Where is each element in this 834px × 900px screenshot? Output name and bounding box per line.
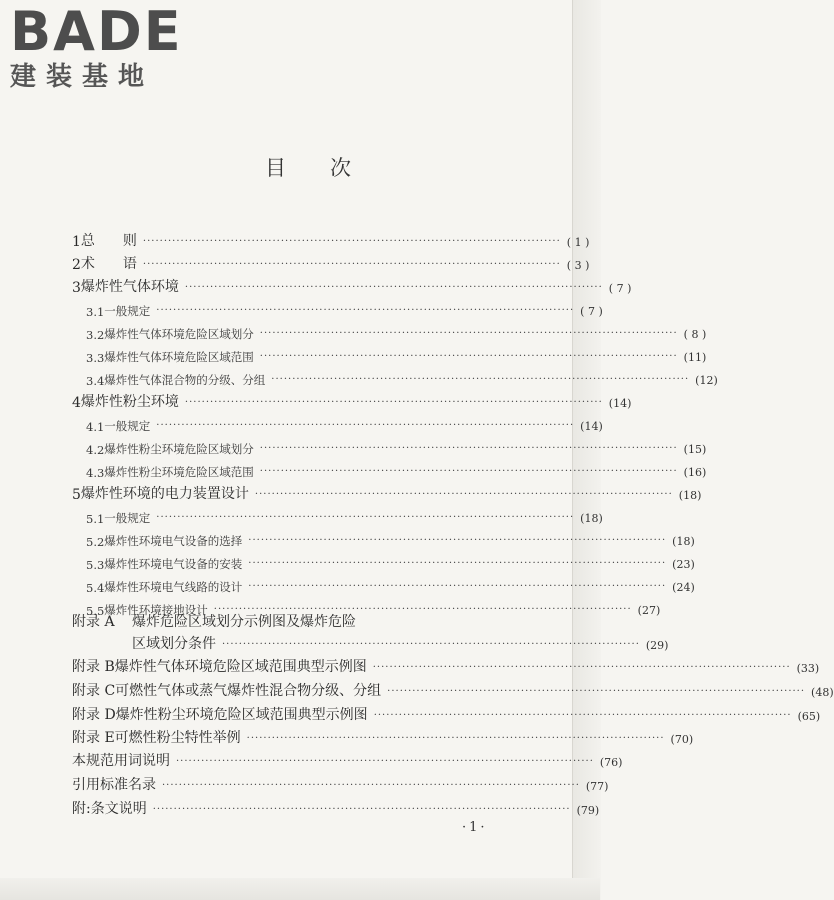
toc-entry[interactable] [72, 228, 590, 250]
entry-number: 4.2 [86, 443, 105, 457]
entry-page: ( 7 ) [608, 282, 632, 295]
dot-leader: ···································································································· [259, 466, 678, 477]
entry-title: 爆炸性环境电气设备的安装 [104, 557, 243, 571]
entry-number: 5.1 [86, 512, 105, 526]
toc-entry[interactable] [72, 702, 821, 724]
toc-entry-continuation[interactable] [72, 631, 669, 653]
entry-page: ( 1 ) [566, 236, 590, 249]
entry-title: 爆炸性粉尘环境危险区域范围典型示例图 [115, 707, 368, 723]
entry-page: (76) [599, 756, 623, 769]
entry-number: 5.5 [86, 604, 105, 618]
toc-entry[interactable] [72, 481, 702, 503]
toc-entry[interactable] [72, 435, 707, 457]
entry-page: (24) [672, 581, 695, 594]
entry-number: 1 [72, 234, 81, 250]
entry-title: 爆炸性环境电气设备的选择 [104, 534, 243, 548]
entry-number: 附录 C [72, 683, 116, 699]
dot-leader: ···································································································· [213, 604, 632, 615]
entry-title: 爆炸性气体混合物的分级、分组 [104, 373, 266, 387]
entry-page: (77) [585, 780, 609, 793]
dot-leader: ···································································································· [372, 662, 791, 673]
entry-title: 爆炸性粉尘环境危险区域范围 [104, 465, 254, 479]
entry-title: 一般规定 [104, 419, 151, 433]
entry-page: ( 8 ) [683, 328, 707, 341]
entry-page: (18) [678, 489, 702, 502]
dot-leader: ···································································································· [222, 639, 640, 650]
entry-number: 3.3 [86, 351, 105, 365]
toc-entry[interactable] [72, 412, 603, 434]
page-bottom-edge [0, 878, 600, 900]
entry-page: ( 7 ) [580, 305, 603, 318]
dot-leader: ···································································································· [248, 558, 667, 569]
entry-title: 爆炸性气体环境危险区域范围 [104, 350, 254, 364]
entry-title: 爆炸性气体环境危险区域范围典型示例图 [114, 659, 367, 675]
toc-entry[interactable] [72, 550, 695, 572]
entry-number: 5.3 [86, 558, 105, 572]
entry-title: 爆炸性环境接地设计 [104, 603, 208, 617]
entry-page: (65) [797, 710, 821, 723]
logo-subtitle: 建装基地 [10, 62, 155, 92]
entry-title: 术 语 [80, 256, 137, 272]
entry-number: 附录 A [72, 614, 115, 630]
toc-entry[interactable] [72, 504, 603, 526]
dot-leader: ···································································································· [248, 535, 667, 546]
toc-entry[interactable] [72, 366, 718, 388]
toc-entry[interactable] [72, 343, 707, 365]
entry-title: 总 则 [80, 233, 137, 249]
entry-number: 4.3 [86, 466, 105, 480]
entry-number: 附录 B [72, 659, 115, 675]
entry-number: 3.4 [86, 374, 105, 388]
entry-page: (16) [683, 466, 707, 479]
dot-leader: ···································································································· [246, 733, 665, 744]
dot-leader: ···································································································· [259, 443, 678, 454]
dot-leader: ···································································································· [176, 756, 594, 767]
toc-entry[interactable] [72, 251, 590, 273]
entry-page: (23) [672, 558, 695, 571]
dot-leader: ···································································································· [259, 328, 678, 339]
dot-leader: ···································································································· [271, 374, 690, 385]
entry-page: (14) [580, 420, 603, 433]
entry-page: (48) [811, 686, 834, 699]
entry-title: 爆炸性气体环境 [80, 279, 179, 295]
dot-leader: ···································································································· [152, 804, 571, 815]
logo [10, 0, 183, 92]
page-number: ·1· [462, 820, 488, 835]
toc-entry[interactable] [72, 297, 603, 319]
toc-entry[interactable] [72, 796, 600, 818]
toc-entry[interactable] [72, 725, 694, 747]
dot-leader: ···································································································· [373, 710, 792, 721]
entry-number: 附录 D [72, 707, 116, 723]
entry-number: 5.4 [86, 581, 105, 595]
entry-title: 附:条文说明 [72, 801, 147, 817]
entry-title: 本规范用词说明 [72, 753, 170, 769]
entry-title: 可燃性气体或蒸气爆炸性混合物分级、分组 [115, 683, 382, 699]
toc-entry[interactable] [72, 527, 695, 549]
entry-title: 引用标准名录 [72, 777, 156, 793]
toc-entry[interactable] [72, 772, 609, 794]
dot-leader: ···································································································· [259, 351, 678, 362]
entry-number: 5 [72, 487, 81, 503]
toc-entry[interactable] [72, 609, 512, 631]
entry-number: 附录 E [72, 730, 115, 746]
entry-title: 爆炸性环境电气线路的设计 [104, 580, 243, 594]
entry-title: 爆炸性粉尘环境危险区域划分 [104, 442, 254, 456]
dot-leader: ···································································································· [142, 259, 561, 270]
entry-page: (27) [637, 604, 661, 617]
entry-number: 3.1 [86, 305, 105, 319]
dot-leader: ···································································································· [248, 581, 667, 592]
dot-leader: ···································································································· [142, 236, 561, 247]
toc-entry[interactable] [72, 748, 623, 770]
entry-title: 爆炸性气体环境危险区域划分 [104, 327, 254, 341]
entry-page: (70) [670, 733, 694, 746]
toc-entry[interactable] [72, 573, 695, 595]
entry-page: (15) [683, 443, 707, 456]
toc-entry[interactable] [72, 274, 632, 296]
dot-leader: ···································································································· [156, 305, 575, 316]
entry-page: ( 3 ) [566, 259, 590, 272]
dot-leader: ···································································································· [162, 780, 580, 791]
entry-title: 一般规定 [104, 304, 151, 318]
dot-leader: ···································································································· [254, 489, 673, 500]
toc-entry[interactable] [72, 678, 834, 700]
entry-page: (11) [683, 351, 707, 364]
entry-number: 3.2 [86, 328, 105, 342]
entry-number: 4.1 [86, 420, 105, 434]
entry-page: (18) [672, 535, 695, 548]
entry-number: 5.2 [86, 535, 105, 549]
logo-brand: BADE [10, 0, 183, 63]
entry-title: 爆炸性环境的电力装置设计 [80, 486, 249, 502]
dot-leader: ···································································································· [156, 512, 575, 523]
entry-title: 爆炸危险区域划分示例图及爆炸危险 [132, 614, 356, 630]
entry-page: (18) [580, 512, 603, 525]
entry-page: (14) [608, 397, 632, 410]
toc-entry[interactable] [72, 654, 820, 676]
entry-number: 4 [72, 395, 81, 411]
dot-leader: ···································································································· [387, 686, 806, 697]
entry-number: 3 [72, 280, 81, 296]
entry-page: (29) [645, 639, 669, 652]
entry-title: 一般规定 [104, 511, 151, 525]
dot-leader: ···································································································· [184, 397, 603, 408]
page-title: 目次 [265, 156, 395, 180]
entry-title: 爆炸性粉尘环境 [80, 394, 179, 410]
entry-title: 可燃性粉尘特性举例 [114, 730, 241, 746]
toc-entry[interactable] [72, 389, 632, 411]
dot-leader: ···································································································· [156, 420, 575, 431]
entry-page: (79) [576, 804, 600, 817]
entry-title: 区域划分条件 [132, 636, 216, 652]
toc-entry[interactable] [72, 458, 707, 480]
entry-number: 2 [72, 257, 81, 273]
dot-leader: ···································································································· [184, 282, 603, 293]
toc-entry[interactable] [72, 320, 707, 342]
entry-page: (12) [695, 374, 718, 387]
entry-page: (33) [796, 662, 820, 675]
